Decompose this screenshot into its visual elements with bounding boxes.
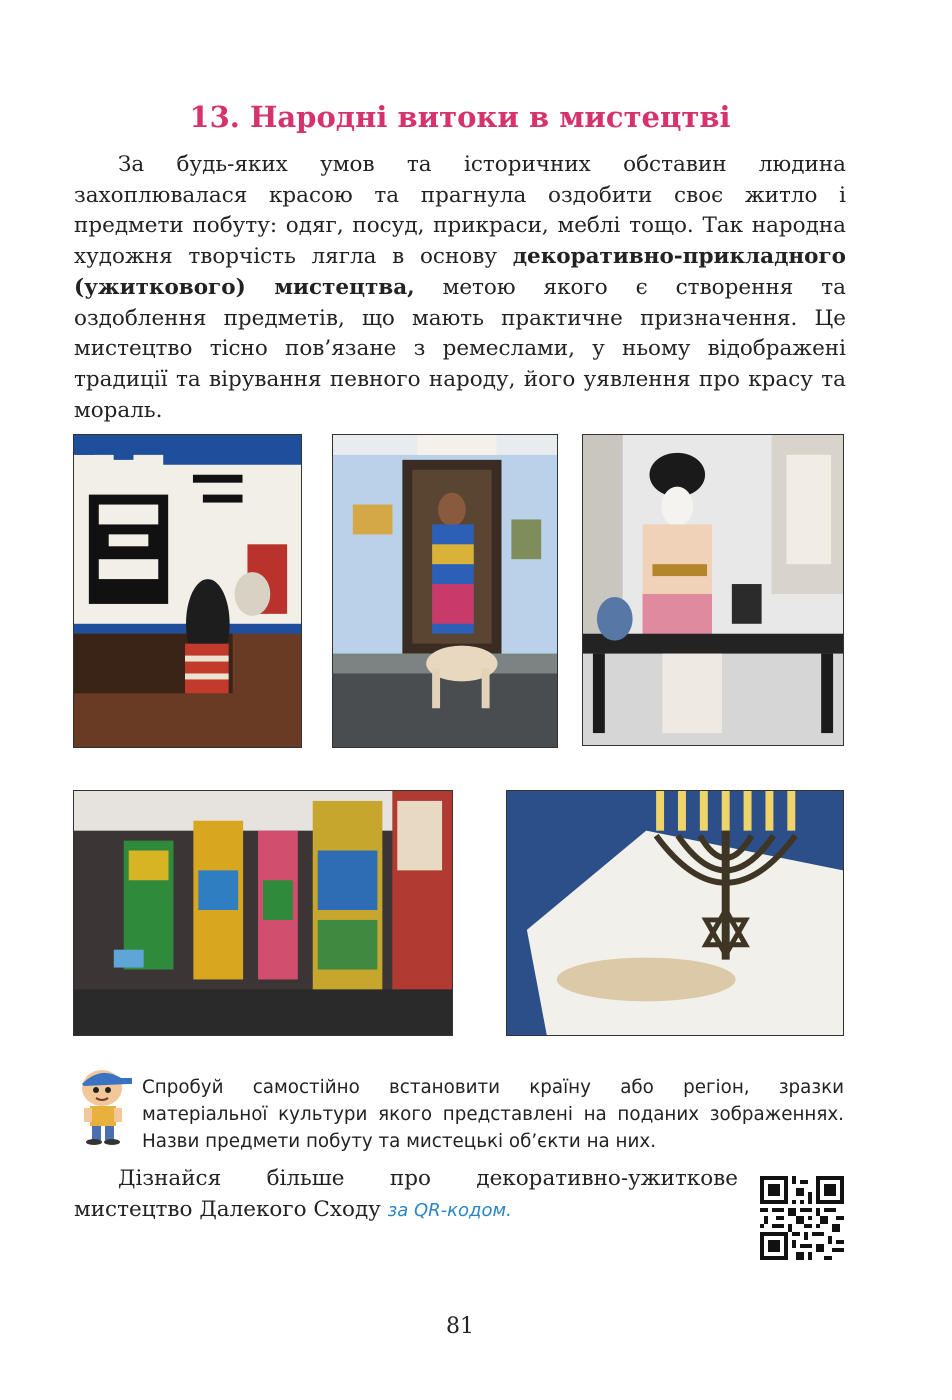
learn-more-text [74,1163,738,1226]
task-line-2: матеріальної культури якого представлені на поданих зображеннях. [142,1104,844,1125]
intro-text-2: метою якого є створення та оздоблення предметів, що мають практичне призначення. Це мистецтво тісно пов’язане з ремеслами, у ньому відображені традиції та вірування певного народу, його уявлення про красу та мораль. [74,274,847,423]
chapter-heading: 13. Народні витоки в мистецтві [189,100,731,134]
page-number: 81 [446,1314,474,1339]
qr-code-icon[interactable] [760,1176,844,1260]
task-text [142,1074,844,1155]
photo-menorah [506,790,844,1036]
qr-link[interactable]: за QR-кодом. [387,1200,512,1221]
photo-geisha [582,434,844,746]
photo-chinese-costumes [73,790,453,1036]
intro-paragraph [74,150,846,426]
task-line-1: Спробуй самостійно встановити країну або регіон, зразки [142,1077,844,1098]
intro-bold-term: декоративно-прикладного (ужиткового) мистецтва, [74,244,846,300]
learn-more-line-2: мистецтво Далекого Сходу [74,1197,381,1222]
intro-text-1: За будь-яких умов та історичних обставин людина захоплювалася красою та прагнула оздобити своє житло і предмети побуту: одяг, посуд, прикраси, меблі тощо. Так народна художня творчість лягла в основу [74,152,846,270]
boy-mascot-icon [72,1066,136,1146]
photo-african-house [73,434,302,748]
learn-more-line-1: Дізнайся більше про декоративно-ужиткове [118,1166,738,1191]
photo-indian-village [332,434,558,748]
task-line-3: Назви предмети побуту та мистецькі об’єкти на них. [142,1131,657,1152]
